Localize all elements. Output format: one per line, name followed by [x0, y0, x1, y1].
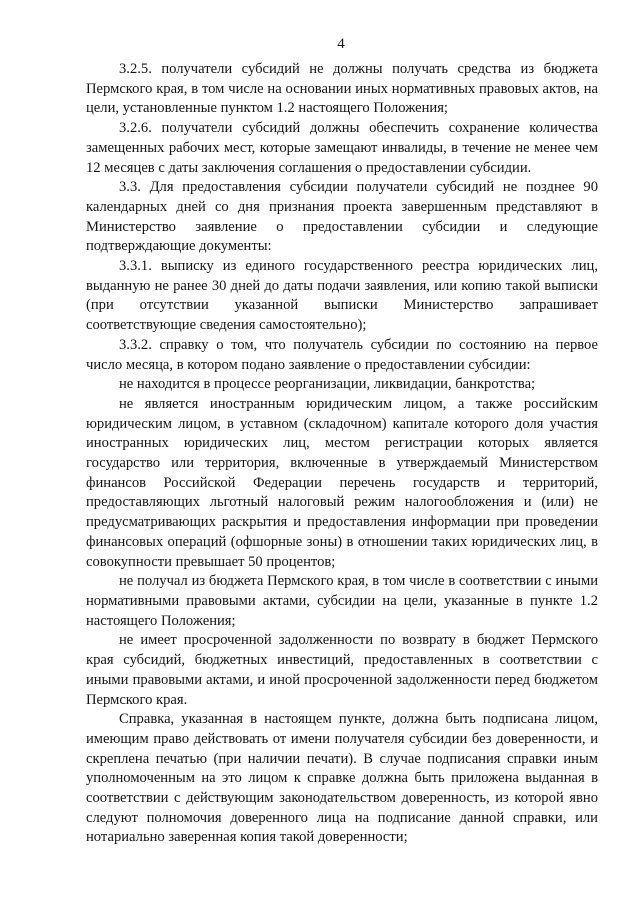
paragraph-certificate-signature: Справка, указанная в настоящем пункте, должна быть подписана лицом, имеющим право действовать от имени получателя субсидии без доверенности, и скреплена печатью (при наличии печати). В случае подписания справки иным уполномоченным на это лицом к справке должна быть приложена выданная в соответствии с действующим законодательством доверенность, из которой явно следуют полномочия доверенного лица на подписание данной справки, или нотариально заверенная копия такой доверенности;: [86, 711, 598, 846]
paragraph-condition-no-overdue-debt: не имеет просроченной задолженности по возврату в бюджет Пермского края субсидий, бюджетных инвестиций, предоставленных в соответствии с иными правовыми актами, и иной просроченной задолженности перед бюджетом Пермского края.: [86, 632, 598, 708]
paragraph-3-2-5: 3.2.5. получатели субсидий не должны получать средства из бюджета Пермского края, в том числе на основании иных нормативных правовых актов, на цели, установленные пунктом 1.2 настоящего Положения;: [86, 61, 598, 117]
paragraph-condition-reorganization: не находится в процессе реорганизации, ликвидации, банкротства;: [119, 376, 536, 393]
paragraph-condition-foreign-entity: не является иностранным юридическим лицом, а также российским юридическим лицом, в уставном (складочном) капитале которого доля участия иностранных юридических лиц, местом регистрации которых является государство или территория, включенные в утверждаемый Министерством финансов Российской Федерации перечень государств и территорий, предоставляющих льготный налоговый режим налогообложения и (или) не предусматривающих раскрытия и предоставления информации при проведении финансовых операций (офшорные зоны) в отношении таких юридических лиц, в совокупности превышает 50 процентов;: [86, 395, 598, 570]
paragraph-3-3-2: 3.3.2. справку о том, что получатель субсидии по состоянию на первое число месяца, в котором подано заявление о предоставлении субсидии:: [86, 336, 598, 373]
paragraph-3-3: 3.3. Для предоставления субсидии получатели субсидий не позднее 90 календарных дней со дня признания проекта завершенным представляют в Министерство заявление о предоставлении субсидии и следующие подтверждающие документы:: [86, 179, 598, 255]
page-number: 4: [337, 36, 345, 52]
paragraph-condition-no-budget-funds: не получал из бюджета Пермского края, в том числе в соответствии с иными нормативными правовыми актами, субсидии на цели, указанные в пункте 1.2 настоящего Положения;: [86, 573, 598, 629]
document-body: [86, 60, 598, 848]
paragraph-3-2-6: 3.2.6. получатели субсидий должны обеспечить сохранение количества замещенных рабочих мест, которые замещают инвалиды, в течение не менее чем 12 месяцев с даты заключения соглашения о предоставлении субсидии.: [86, 120, 598, 176]
paragraph-3-3-1: 3.3.1. выписку из единого государственного реестра юридических лиц, выданную не ранее 30 дней до даты подачи заявления, или копию такой выписки (при отсутствии указанной выписки Министерство запрашивает соответствующие сведения самостоятельно);: [86, 258, 598, 334]
